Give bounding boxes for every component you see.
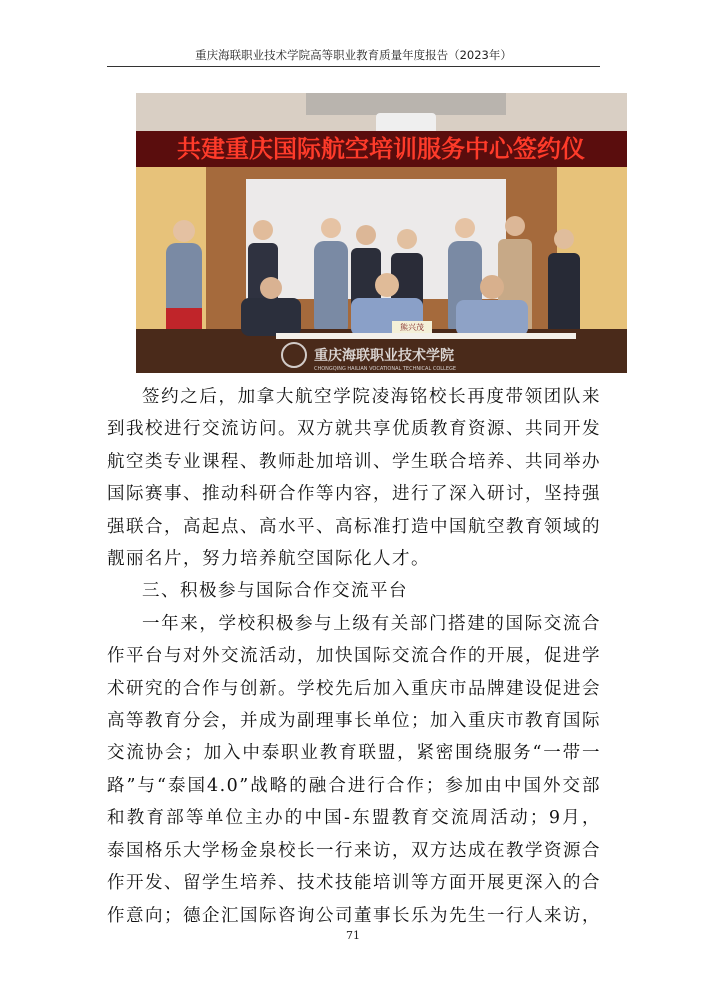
body-text	[107, 381, 601, 932]
name-plate: 熊兴茂	[400, 323, 424, 332]
watermark-cn: 重庆海联职业技术学院	[314, 348, 454, 364]
page-number: 71	[346, 929, 360, 942]
signing-ceremony-photo	[136, 93, 627, 373]
watermark-en: CHONGQING HAILIAN VOCATIONAL TECHNICAL COLLEGE	[314, 366, 457, 372]
section-heading: 三、积极参与国际合作交流平台	[142, 581, 408, 602]
led-banner-text: 共建重庆国际航空培训服务中心签约仪	[177, 135, 585, 163]
paragraph: 签约之后，加拿大航空学院凌海铭校长再度带领团队来到我校进行交流访问。双方就共享优质教育资源、共同开发航空类专业课程、教师赴加培训、学生联合培养、共同举办国际赛事、推动科研合作等内容，进行了深入研讨，坚持强强联合，高起点、高水平、高标准打造中国航空教育领域的靓丽名片，努力培养航空国际化人才。	[107, 387, 601, 570]
paragraph: 一年来，学校积极参与上级有关部门搭建的国际交流合作平台与对外交流活动，加快国际交流合作的开展，促进学术研究的合作与创新。学校先后加入重庆市品牌建设促进会高等教育分会，并成为副理事长单位；加入重庆市教育国际交流协会；加入中泰职业教育联盟，紧密围绕服务“一带一路”与“泰国4.0”战略的融合进行合作；参加由中国外交部和教育部等单位主办的中国-东盟教育交流周活动；9月，泰国格乐大学杨金泉校长一行来访，双方达成在教学资源合作开发、留学生培养、技术技能培训等方面开展更深入的合作意向；德企汇国际咨询公司董事长乐为先生一行人来访，	[107, 613, 601, 926]
running-header: 重庆海联职业技术学院高等职业教育质量年度报告（2023年）	[195, 48, 512, 62]
header-rule	[107, 66, 600, 67]
